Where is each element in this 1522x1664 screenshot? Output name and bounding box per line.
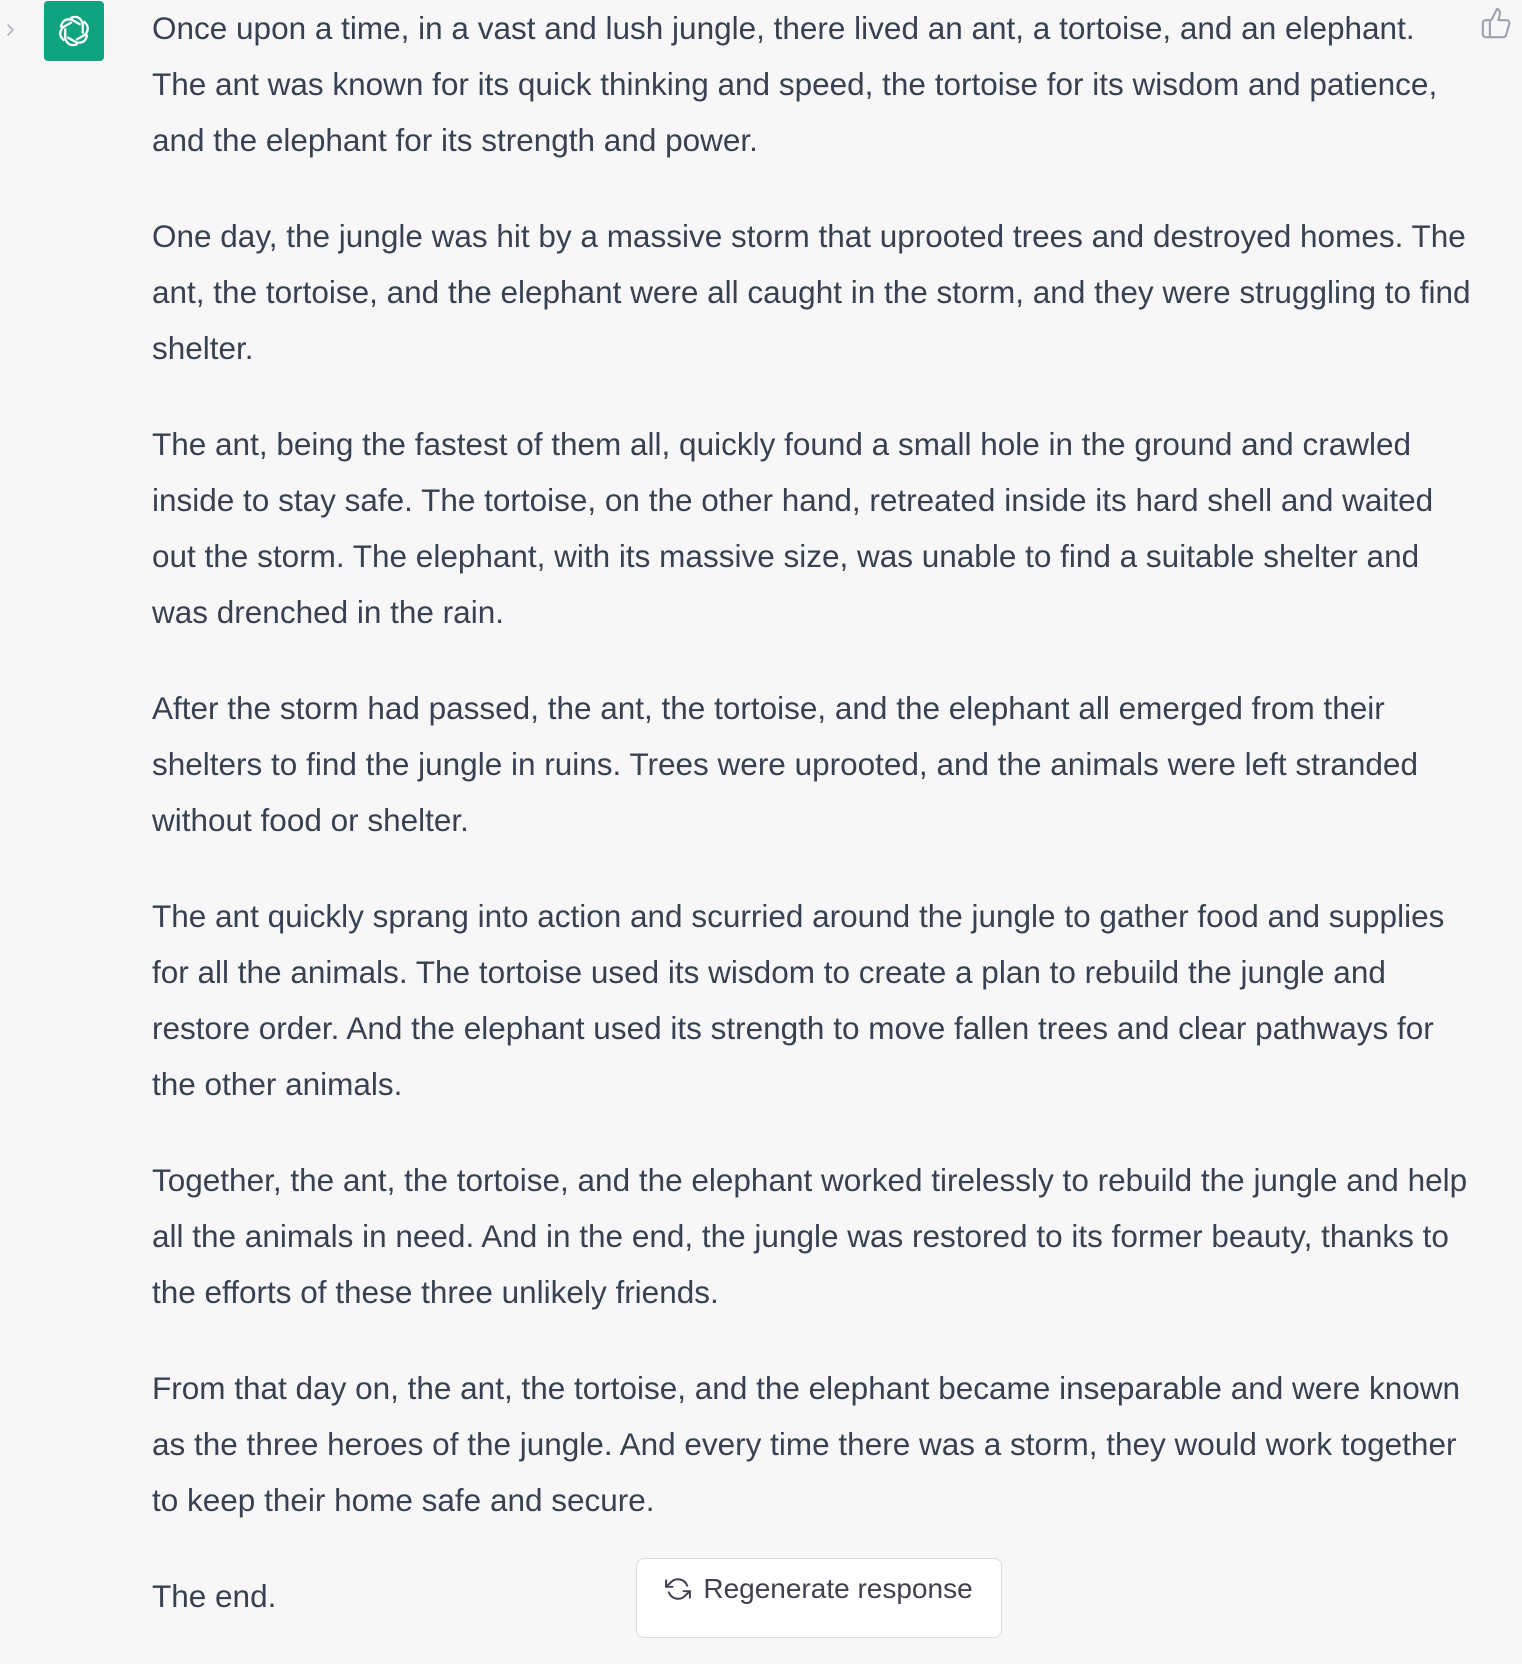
message-paragraph: Together, the ant, the tortoise, and the elephant worked tirelessly to rebuild the jungle and help all the animals in need. And in the end, the jungle was restored to its former beauty, thanks to the efforts of these three unlikely friends. — [152, 1162, 1468, 1310]
message-paragraph: Once upon a time, in a vast and lush jungle, there lived an ant, a tortoise, and an elephant. The ant was known for its quick thinking and speed, the tortoise for its wisdom and patience, and the elephant for its strength and power. — [152, 10, 1438, 158]
assistant-avatar — [44, 1, 104, 61]
assistant-message — [152, 0, 1472, 1664]
openai-logo-icon — [53, 10, 95, 52]
regenerate-label: Regenerate response — [703, 1573, 973, 1604]
regenerate-response-button[interactable] — [636, 1558, 1002, 1638]
message-paragraph: After the storm had passed, the ant, the tortoise, and the elephant all emerged from their shelters to find the jungle in ruins. Trees were uprooted, and the animals were left stranded without food or shelter. — [152, 690, 1418, 838]
message-paragraph: The ant quickly sprang into action and scurried around the jungle to gather food and supplies for all the animals. The tortoise used its wisdom to create a plan to rebuild the jungle and restore order. And the elephant used its strength to move fallen trees and clear pathways for the other animals. — [152, 898, 1445, 1102]
chevron-right-icon[interactable] — [2, 22, 18, 38]
thumbs-up-icon[interactable] — [1480, 6, 1514, 40]
refresh-icon — [665, 1576, 691, 1602]
message-paragraph: One day, the jungle was hit by a massive storm that uprooted trees and destroyed homes. The ant, the tortoise, and the elephant were all caught in the storm, and they were struggling to find shelter. — [152, 218, 1471, 366]
message-paragraph: From that day on, the ant, the tortoise, and the elephant became inseparable and were known as the three heroes of the jungle. And every time there was a storm, they would work together to keep their home safe and secure. — [152, 1370, 1461, 1518]
message-paragraph: The end. — [152, 1578, 277, 1614]
message-paragraph: The ant, being the fastest of them all, quickly found a small hole in the ground and crawled inside to stay safe. The tortoise, on the other hand, retreated inside its hard shell and waited out the storm. The elephant, with its massive size, was unable to find a suitable shelter and was drenched in the rain. — [152, 426, 1434, 630]
